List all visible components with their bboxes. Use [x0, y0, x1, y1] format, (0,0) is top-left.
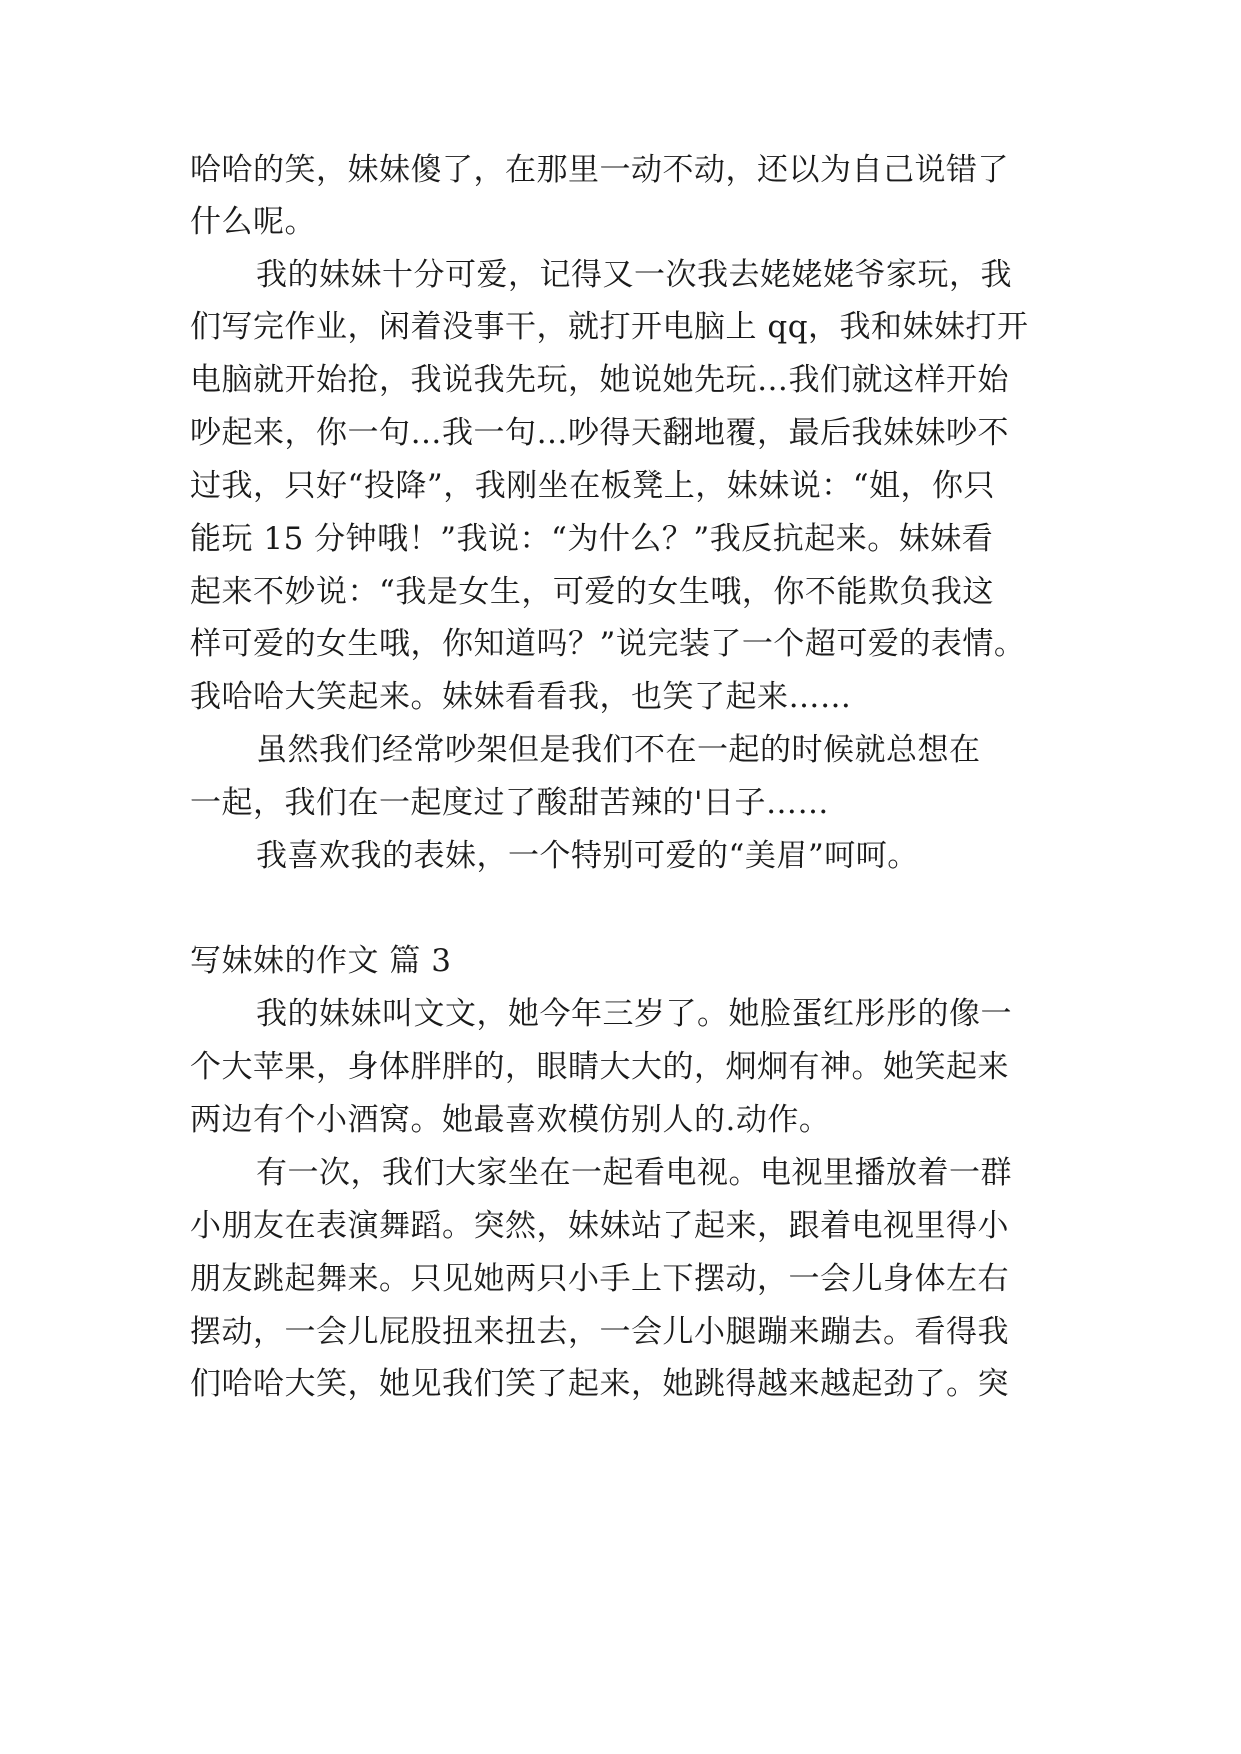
- text-line: 我哈哈大笑起来。妹妹看看我，也笑了起来……: [190, 679, 852, 715]
- text-line: 样可爱的女生哦，你知道吗？”说完装了一个超可爱的表情。: [190, 626, 1026, 662]
- text-line: 小朋友在表演舞蹈。突然，妹妹站了起来，跟着电视里得小: [190, 1208, 1009, 1244]
- text-line: 们写完作业，闲着没事干，就打开电脑上 qq，我和妹妹打开: [190, 309, 1029, 345]
- text-line: 什么呢。: [190, 204, 316, 240]
- section-heading: 写妹妹的作文 篇 3: [190, 943, 452, 979]
- paragraph-start: 虽然我们经常吵架但是我们不在一起的时候就总想在: [256, 732, 981, 768]
- text-line: 摆动，一会儿屁股扭来扭去，一会儿小腿蹦来蹦去。看得我: [190, 1314, 1009, 1350]
- text-line: 哈哈的笑，妹妹傻了，在那里一动不动，还以为自己说错了: [190, 152, 1009, 188]
- paragraph-start: 有一次，我们大家坐在一起看电视。电视里播放着一群: [256, 1155, 1012, 1191]
- paragraph-start: 我的妹妹叫文文，她今年三岁了。她脸蛋红彤彤的像一: [256, 996, 1012, 1032]
- text-line: 电脑就开始抢，我说我先玩，她说她先玩…我们就这样开始: [190, 362, 1009, 398]
- text-line: 一起，我们在一起度过了酸甜苦辣的'日子……: [190, 785, 830, 821]
- paragraph-start: 我的妹妹十分可爱，记得又一次我去姥姥姥爷家玩，我: [256, 257, 1012, 293]
- text-line: 起来不妙说：“我是女生，可爱的女生哦，你不能欺负我这: [190, 574, 994, 610]
- text-line: 过我，只好“投降”，我刚坐在板凳上，妹妹说：“姐，你只: [190, 468, 996, 504]
- text-line: 能玩 15 分钟哦！”我说：“为什么？”我反抗起来。妹妹看: [190, 521, 994, 557]
- text-line: 们哈哈大笑，她见我们笑了起来，她跳得越来越起劲了。突: [190, 1366, 1009, 1402]
- text-line: 朋友跳起舞来。只见她两只小手上下摆动，一会儿身体左右: [190, 1261, 1009, 1297]
- text-line: 个大苹果，身体胖胖的，眼睛大大的，炯炯有神。她笑起来: [190, 1049, 1009, 1085]
- text-line: 两边有个小酒窝。她最喜欢模仿别人的.动作。: [190, 1102, 831, 1138]
- text-line: 吵起来，你一句…我一句…吵得天翻地覆，最后我妹妹吵不: [190, 415, 1009, 451]
- paragraph-start: 我喜欢我的表妹，一个特别可爱的“美眉”呵呵。: [256, 838, 919, 874]
